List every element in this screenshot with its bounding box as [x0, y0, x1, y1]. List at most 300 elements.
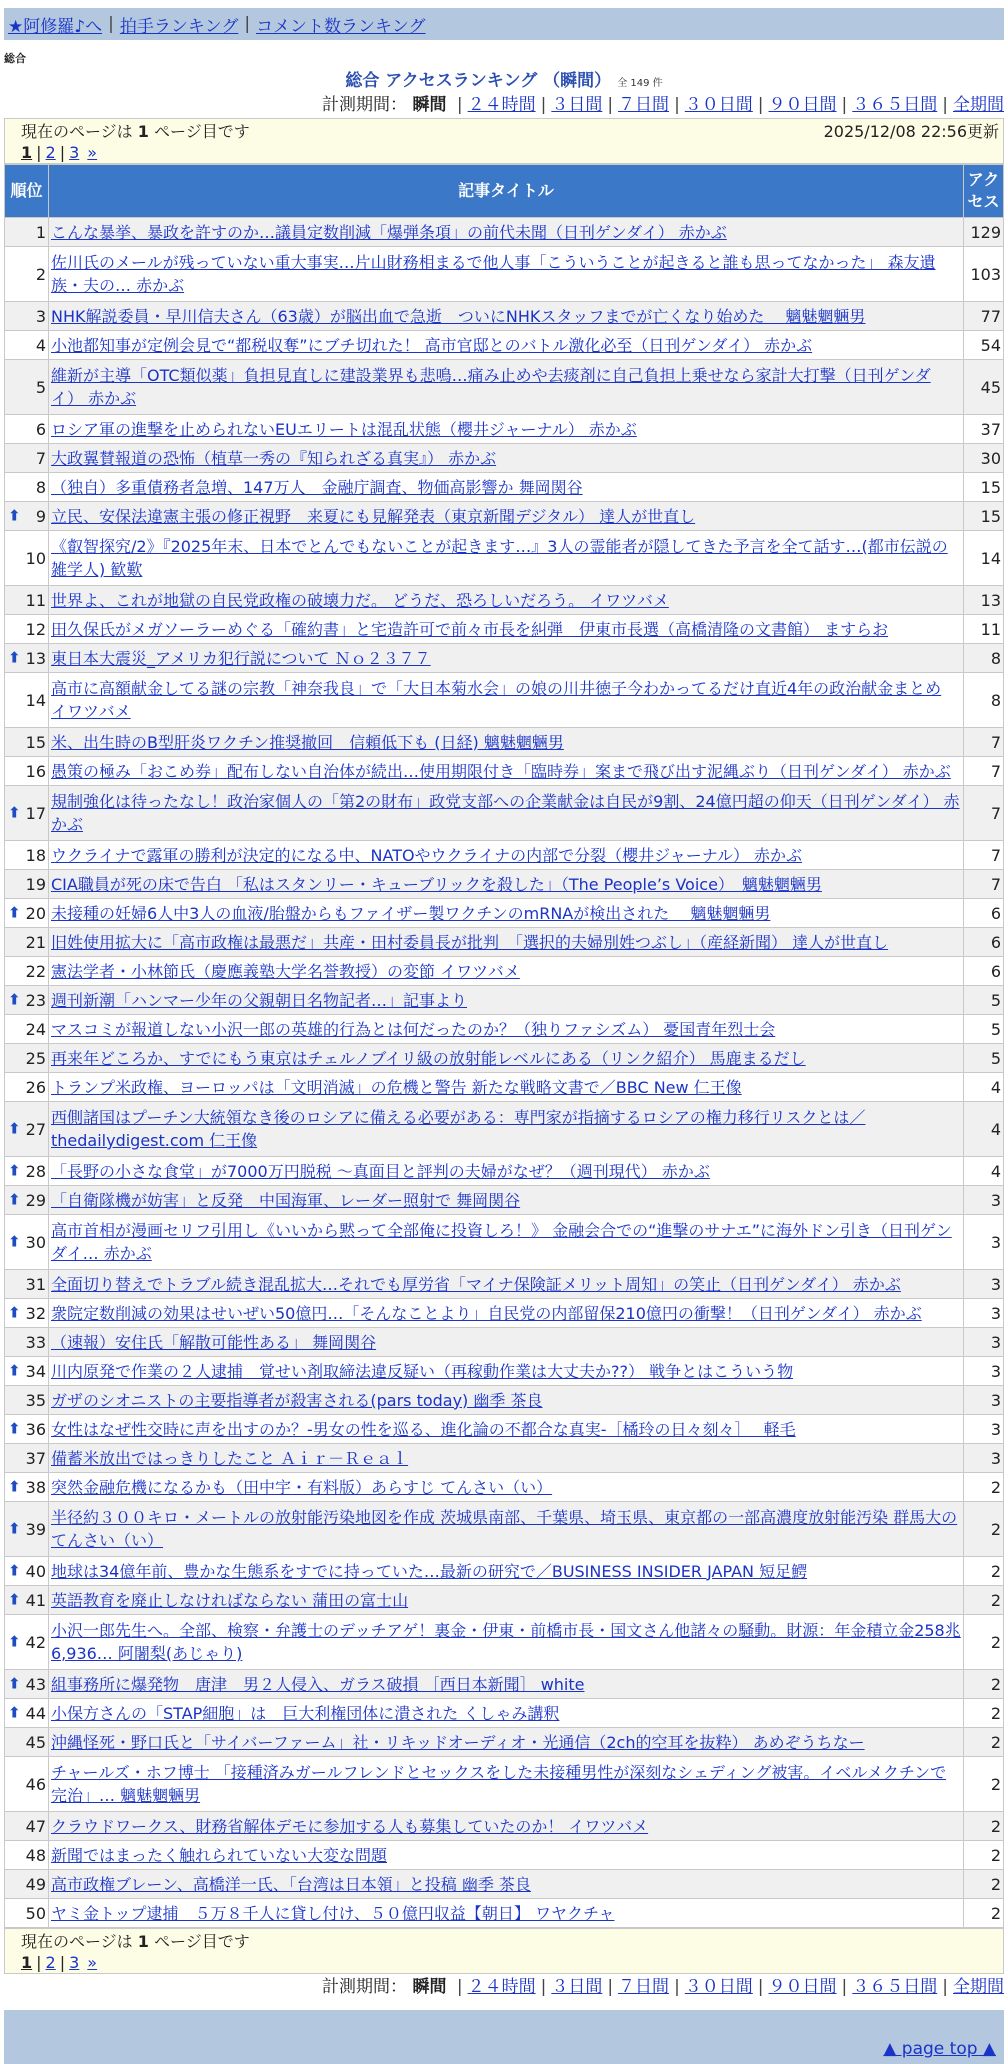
rank-cell	[5, 1157, 49, 1186]
table-row	[5, 444, 1004, 473]
table-row	[5, 986, 1004, 1015]
rank-number: 31	[25, 1274, 46, 1294]
article-link[interactable]: 週刊新潮「ハンマー少年の父親朝日名物記者…」記事より	[51, 990, 468, 1010]
rank-number: 32	[25, 1303, 46, 1323]
article-link[interactable]: 高市に高額献金してる謎の宗教「神奈我良」で「大日本菊水会」の娘の川井徳子今わかってるだけ直近4年の政治献金まとめ イワツバメ	[51, 679, 942, 721]
rank-cell	[5, 473, 49, 502]
page-top-bar	[4, 2034, 1004, 2064]
table-row	[5, 1044, 1004, 1073]
access-count: 2	[964, 1812, 1004, 1841]
article-link[interactable]: 愚策の極み「おこめ券」配布しない自治体が続出…使用期限付き「臨時券」案まで飛び出す泥縄ぶり（日刊ゲンダイ） 赤かぶ	[51, 761, 951, 781]
period-link[interactable]: ２４時間	[467, 1977, 536, 1997]
title-cell	[49, 1270, 964, 1299]
title-cell	[49, 1670, 964, 1699]
rank-number: 15	[25, 732, 46, 752]
title-cell	[49, 644, 964, 673]
table-row	[5, 1015, 1004, 1044]
table-row	[5, 218, 1004, 247]
table-row	[5, 1299, 1004, 1328]
access-count: 7	[964, 757, 1004, 786]
bottom-bar	[4, 2010, 1004, 2034]
pager-page-2[interactable]: 2	[45, 1953, 56, 1972]
access-count: 15	[964, 502, 1004, 531]
col-title-header: 記事タイトル	[49, 165, 964, 218]
pager-next[interactable]: »	[87, 143, 98, 162]
table-row	[5, 1557, 1004, 1586]
table-row	[5, 302, 1004, 331]
rank-number: 45	[25, 1732, 46, 1752]
rank-cell	[5, 644, 49, 673]
rank-up-icon: ⬆	[8, 1161, 21, 1180]
article-link[interactable]: 新聞ではまったく触れられていない大変な問題	[51, 1845, 388, 1865]
pager-page-3[interactable]: 3	[69, 1953, 80, 1972]
table-row	[5, 786, 1004, 841]
table-row	[5, 757, 1004, 786]
rank-cell	[5, 1670, 49, 1699]
title-cell	[49, 531, 964, 586]
table-row	[5, 502, 1004, 531]
access-count: 2	[964, 1757, 1004, 1812]
article-link[interactable]: 衆院定数削減の効果はせいぜい50億円…「そんなことより」自民党の内部留保210億円の衝撃！（日刊ゲンダイ） 赤かぶ	[51, 1303, 922, 1323]
title-cell	[49, 1557, 964, 1586]
ranking-table	[4, 164, 1004, 1928]
rank-number: 5	[35, 377, 46, 397]
table-row	[5, 1186, 1004, 1215]
rank-cell	[5, 1870, 49, 1899]
current-page-text: 現在のページは 1 ページ目です	[21, 122, 250, 141]
rank-number: 43	[25, 1674, 46, 1694]
access-count: 5	[964, 1015, 1004, 1044]
access-count: 2	[964, 1586, 1004, 1615]
rank-number: 28	[25, 1161, 46, 1181]
article-link[interactable]: 「自衛隊機が妨害」と反発 中国海軍、レーダー照射で 舞岡関谷	[51, 1190, 521, 1210]
rank-cell	[5, 673, 49, 728]
rank-number: 21	[25, 932, 46, 952]
table-row	[5, 1444, 1004, 1473]
rank-cell	[5, 1102, 49, 1157]
page-info-bottom	[4, 1928, 1004, 1974]
rank-up-icon: ⬆	[8, 903, 21, 922]
period-link[interactable]: ９０日間	[768, 1977, 837, 1997]
nav-separator: |	[108, 14, 114, 34]
rank-number: 20	[25, 903, 46, 923]
title-cell	[49, 360, 964, 415]
nav-separator: |	[244, 14, 251, 34]
rank-up-icon: ⬆	[8, 1361, 21, 1380]
section-label: 総合	[4, 52, 26, 65]
rank-cell	[5, 1044, 49, 1073]
rank-number: 6	[35, 419, 46, 439]
access-count: 13	[964, 586, 1004, 615]
title-cell	[49, 1502, 964, 1557]
access-count: 14	[964, 531, 1004, 586]
rank-number: 46	[25, 1774, 46, 1794]
rank-number: 49	[25, 1874, 46, 1894]
article-link[interactable]: 川内原発で作業の２人逮捕 覚せい剤取締法違反疑い（再稼動作業は大丈夫か??） 戦争とはこういう物	[51, 1361, 794, 1381]
title-cell	[49, 444, 964, 473]
title-cell	[49, 1812, 964, 1841]
article-link[interactable]: チャールズ・ホフ博士 「接種済みガールフレンドとセックスをした未接種男性が深刻なシェディング被害。イベルメクチンで完治」… 魑魅魍魎男	[51, 1763, 947, 1805]
title-cell	[49, 415, 964, 444]
table-row	[5, 1670, 1004, 1699]
rank-cell	[5, 1899, 49, 1928]
rank-cell	[5, 1757, 49, 1812]
rank-cell	[5, 1615, 49, 1670]
table-row	[5, 1812, 1004, 1841]
title-cell	[49, 841, 964, 870]
rank-up-icon: ⬆	[8, 1674, 21, 1693]
period-link[interactable]: ２４時間	[467, 95, 536, 115]
rank-number: 16	[25, 761, 46, 781]
rank-number: 27	[25, 1119, 46, 1139]
rank-cell	[5, 1073, 49, 1102]
table-row	[5, 1073, 1004, 1102]
table-row	[5, 870, 1004, 899]
title-cell	[49, 957, 964, 986]
rank-cell	[5, 1586, 49, 1615]
rank-number: 24	[25, 1019, 46, 1039]
rank-cell	[5, 1186, 49, 1215]
rank-number: 8	[35, 477, 46, 497]
access-count: 7	[964, 870, 1004, 899]
access-count: 3	[964, 1357, 1004, 1386]
rank-up-icon: ⬆	[8, 1561, 21, 1580]
title-cell	[49, 1015, 964, 1044]
title-cell	[49, 1728, 964, 1757]
title-cell	[49, 615, 964, 644]
clap-ranking-link[interactable]: 拍手ランキング	[119, 16, 239, 37]
access-count: 4	[964, 1157, 1004, 1186]
article-link[interactable]: 憲法学者・小林節氏（慶應義塾大学名誉教授）の変節 イワツバメ	[51, 961, 520, 981]
article-link[interactable]: 米、出生時のB型肝炎ワクチン推奨撤回 信頼低下も (日経) 魑魅魍魎男	[51, 732, 564, 752]
article-link[interactable]: 《叡智探究/2》『2025年末、日本でとんでもないことが起きます…』3人の霊能者が隠してきた予言を全て話す…(都市伝説の雑学人) 歓歎	[51, 537, 948, 579]
article-link[interactable]: 東日本大震災_アメリカ犯行説について Ｎｏ２３７７	[51, 648, 431, 668]
access-count: 30	[964, 444, 1004, 473]
article-link[interactable]: ヤミ金トップ逮捕 ５万８千人に貸し付け、５０億円収益【朝日】 ワヤクチャ	[51, 1903, 615, 1923]
access-count: 7	[964, 786, 1004, 841]
period-separator: |	[456, 95, 463, 115]
table-row	[5, 1757, 1004, 1812]
pager-next[interactable]: »	[87, 1953, 98, 1972]
article-link[interactable]: 組事務所に爆発物 唐津 男２人侵入、ガラス破損 ［西日本新聞］ white	[51, 1674, 585, 1694]
rank-up-icon: ⬆	[8, 1632, 21, 1651]
period-link[interactable]: ７日間	[618, 95, 670, 115]
article-link[interactable]: 女性はなぜ性交時に声を出すのか？-男女の性を巡る、進化論の不都合な真実-［橘玲の日々刻々］ 軽毛	[51, 1419, 796, 1439]
rank-up-icon: ⬆	[8, 648, 21, 667]
article-link[interactable]: ガザのシオニストの主要指導者が殺害される(pars today) 幽季 茶良	[51, 1390, 543, 1410]
access-count: 2	[964, 1870, 1004, 1899]
period-link[interactable]: ３０日間	[684, 1977, 753, 1997]
ranking-title	[4, 70, 1004, 92]
access-count: 5	[964, 986, 1004, 1015]
comment-ranking-link[interactable]: コメント数ランキング	[256, 16, 426, 37]
period-selector-top	[4, 92, 1004, 118]
article-link[interactable]: 備蓄米放出ではっきりしたこと Ａｉｒ－Ｒｅａｌ	[51, 1448, 409, 1468]
access-count: 2	[964, 1615, 1004, 1670]
rank-number: 38	[25, 1477, 46, 1497]
rank-number: 25	[25, 1048, 46, 1068]
title-cell	[49, 1357, 964, 1386]
article-link[interactable]: 大政翼賛報道の恐怖（植草一秀の『知られざる真実』） 赤かぶ	[51, 448, 497, 468]
title-cell	[49, 1899, 964, 1928]
rank-cell	[5, 1473, 49, 1502]
top-nav-bar	[4, 8, 1004, 40]
rank-number: 7	[35, 448, 46, 468]
access-count: 15	[964, 473, 1004, 502]
period-separator: |	[757, 95, 764, 115]
access-count: 3	[964, 1299, 1004, 1328]
rank-cell	[5, 1812, 49, 1841]
rank-cell	[5, 586, 49, 615]
access-count: 2	[964, 1557, 1004, 1586]
rank-cell	[5, 899, 49, 928]
article-link[interactable]: 英語教育を廃止しなければならない 蒲田の富士山	[51, 1590, 409, 1610]
rank-number: 1	[35, 222, 46, 242]
article-link[interactable]: 佐川氏のメールが残っていない重大事実…片山財務相まるで他人事「こういうことが起きると誰も思ってなかった」 森友遺族・夫の… 赤かぶ	[51, 253, 936, 295]
period-separator: |	[607, 95, 614, 115]
page	[4, 8, 1004, 2064]
article-link[interactable]: こんな暴挙、暴政を許すのか…議員定数削減「爆弾条項」の前代未聞（日刊ゲンダイ） 赤かぶ	[51, 222, 727, 242]
rank-cell	[5, 728, 49, 757]
access-count: 6	[964, 899, 1004, 928]
rank-cell	[5, 247, 49, 302]
title-cell	[49, 1186, 964, 1215]
pager-page-2[interactable]: 2	[45, 143, 56, 162]
article-link[interactable]: 突然金融危機になるかも（田中宇・有料版）あらすじ てんさい（い）	[51, 1477, 553, 1497]
rank-number: 26	[25, 1077, 46, 1097]
article-link[interactable]: 西側諸国はプーチン大統領なき後のロシアに備える必要がある：専門家が指摘するロシアの権力移行リスクとは／thedailydigest.com 仁王像	[51, 1108, 866, 1150]
access-count: 3	[964, 1186, 1004, 1215]
article-link[interactable]: 小保方さんの「STAP細胞」は 巨大利権団体に潰された くしゃみ講釈	[51, 1703, 560, 1723]
article-link[interactable]: 地球は34億年前、豊かな生態系をすでに持っていた…最新の研究で／BUSINESS INSIDER JAPAN 短足鰐	[51, 1561, 808, 1581]
article-link[interactable]: クラウドワークス、財務省解体デモに参加する人も募集していたのか！ イワツバメ	[51, 1816, 649, 1836]
table-row	[5, 531, 1004, 586]
title-cell	[49, 1870, 964, 1899]
article-link[interactable]: 高市首相が漫画セリフ引用し《いいから黙って全部俺に投資しろ！》 金融会合での“進撃のサナエ”に海外ドン引き（日刊ゲンダイ… 赤かぶ	[51, 1221, 952, 1263]
table-row	[5, 331, 1004, 360]
article-link[interactable]: マスコミが報道しない小沢一郎の英雄的行為とは何だったのか？（独りファシズム） 憂国青年烈士会	[51, 1019, 776, 1039]
article-link[interactable]: トランプ米政権、ヨーロッパは「文明消滅」の危機と警告 新たな戦略文書で／BBC New 仁王像	[51, 1077, 742, 1097]
rank-up-icon: ⬆	[8, 1703, 21, 1722]
period-link[interactable]: ３０日間	[684, 95, 753, 115]
table-row	[5, 841, 1004, 870]
home-link[interactable]: ★阿修羅♪へ	[8, 16, 103, 37]
rank-number: 18	[25, 845, 46, 865]
col-rank-header: 順位	[5, 165, 49, 218]
access-count: 6	[964, 928, 1004, 957]
period-label: 計測期間：	[322, 95, 408, 115]
rank-cell	[5, 870, 49, 899]
period-separator: |	[674, 1977, 680, 1997]
period-separator: |	[942, 1977, 948, 1997]
rank-number: 36	[25, 1419, 46, 1439]
rank-number: 44	[25, 1703, 46, 1723]
article-link[interactable]: （独自）多重債務者急増、147万人 金融庁調査、物価高影響か 舞岡関谷	[51, 477, 583, 497]
rank-cell	[5, 986, 49, 1015]
access-count: 3	[964, 1270, 1004, 1299]
article-link[interactable]: 全面切り替えでトラブル続き混乱拡大…それでも厚労省「マイナ保険証メリット周知」の笑止（日刊ゲンダイ） 赤かぶ	[51, 1274, 901, 1294]
title-cell	[49, 870, 964, 899]
current-page-text: 現在のページは 1 ページ目です	[21, 1932, 250, 1951]
access-count: 3	[964, 1444, 1004, 1473]
rank-cell	[5, 615, 49, 644]
access-count: 2	[964, 1502, 1004, 1557]
rank-number: 48	[25, 1845, 46, 1865]
table-row	[5, 1473, 1004, 1502]
table-row	[5, 728, 1004, 757]
rank-number: 41	[25, 1590, 46, 1610]
rank-number: 4	[35, 335, 46, 355]
article-link[interactable]: 維新が主導「OTC類似薬」負担見直しに建設業界も悲鳴…痛み止めや去痰剤に自己負担上乗せなら家計大打撃（日刊ゲンダイ） 赤かぶ	[51, 366, 931, 408]
table-row	[5, 1270, 1004, 1299]
rank-cell	[5, 786, 49, 841]
rank-up-icon: ⬆	[8, 1119, 21, 1138]
rank-cell	[5, 360, 49, 415]
rank-number: 37	[25, 1448, 46, 1468]
title-cell	[49, 473, 964, 502]
rank-cell	[5, 1215, 49, 1270]
article-link[interactable]: （速報）安住氏「解散可能性ある」 舞岡関谷	[51, 1332, 377, 1352]
table-row	[5, 1699, 1004, 1728]
article-link[interactable]: 旧姓使用拡大に「高市政権は最悪だ」共産・田村委員長が批判 「選択的夫婦別姓つぶし」（産経新聞） 達人が世直し	[51, 932, 889, 952]
table-row	[5, 957, 1004, 986]
access-count: 2	[964, 1699, 1004, 1728]
rank-number: 42	[25, 1632, 46, 1652]
title-cell	[49, 673, 964, 728]
rank-cell	[5, 502, 49, 531]
article-link[interactable]: ロシア軍の進撃を止められないEUエリートは混乱状態（櫻井ジャーナル） 赤かぶ	[51, 419, 637, 439]
table-row	[5, 360, 1004, 415]
title-cell	[49, 1386, 964, 1415]
rank-cell	[5, 1444, 49, 1473]
title-cell	[49, 1157, 964, 1186]
access-count: 3	[964, 1415, 1004, 1444]
rank-cell	[5, 1502, 49, 1557]
pager-current: 1	[21, 1953, 33, 1972]
period-link[interactable]: 全期間	[953, 95, 1004, 115]
period-link[interactable]: ３６５日間	[852, 95, 938, 115]
table-row	[5, 673, 1004, 728]
rank-up-icon: ⬆	[8, 1477, 21, 1496]
title-cell	[49, 757, 964, 786]
article-link[interactable]: 小沢一郎先生へ。全部、検察・弁護士のデッチアゲ！裏金・伊東・前橋市長・国文さん他諸々の騒動。財源：年金積立金258兆6,936… 阿闍梨(あじゃり)	[51, 1621, 961, 1663]
title-cell	[49, 1699, 964, 1728]
rank-number: 14	[25, 690, 46, 710]
title-cell	[49, 502, 964, 531]
article-link[interactable]: CIA職員が死の床で告白 「私はスタンリー・キューブリックを殺した」（The People’s Voice） 魑魅魍魎男	[51, 874, 822, 894]
period-separator: |	[841, 1977, 848, 1997]
table-row	[5, 899, 1004, 928]
access-count: 5	[964, 1044, 1004, 1073]
period-separator: |	[757, 1977, 764, 1997]
article-link[interactable]: 半径約３００キロ・メートルの放射能汚染地図を作成 茨城県南部、千葉県、埼玉県、東京都の一部高濃度放射能汚染 群馬大の てんさい（い）	[51, 1508, 958, 1550]
period-separator: |	[540, 1977, 547, 1997]
period-label: 計測期間：	[322, 1977, 408, 1997]
access-count: 11	[964, 615, 1004, 644]
article-link[interactable]: ウクライナで露軍の勝利が決定的になる中、NATOやウクライナの内部で分裂（櫻井ジャーナル） 赤かぶ	[51, 845, 803, 865]
article-link[interactable]: 規制強化は待ったなし！政治家個人の「第2の財布」政党支部への企業献金は自民が9割、24億円超の仰天（日刊ゲンダイ） 赤かぶ	[51, 792, 960, 834]
title-cell	[49, 302, 964, 331]
article-link[interactable]: 未接種の妊婦6人中3人の血液/胎盤からもファイザー製ワクチンのmRNAが検出された 魑魅魍魎男	[51, 903, 771, 923]
rank-up-icon: ⬆	[8, 1303, 21, 1322]
table-row	[5, 1586, 1004, 1615]
total-count: 全 149 件	[617, 78, 663, 89]
rank-up-icon: ⬆	[8, 1519, 21, 1538]
access-count: 7	[964, 841, 1004, 870]
table-row	[5, 1415, 1004, 1444]
rank-up-icon: ⬆	[8, 506, 21, 525]
article-link[interactable]: 小池都知事が定例会見で“都税収奪”にブチ切れた！ 高市官邸とのバトル激化必至（日刊ゲンダイ） 赤かぶ	[51, 335, 813, 355]
period-link[interactable]: ７日間	[618, 1977, 670, 1997]
updated-time: 2025/12/08 22:56更新	[823, 122, 999, 141]
rank-number: 9	[35, 506, 46, 526]
rank-number: 3	[35, 306, 46, 326]
title-cell	[49, 1586, 964, 1615]
rank-cell	[5, 928, 49, 957]
rank-cell	[5, 1557, 49, 1586]
article-link[interactable]: NHK解説委員・早川信夫さん（63歳）が脳出血で急逝 ついにNHKスタッフまでが亡くなり始めた 魑魅魍魎男	[51, 306, 866, 326]
article-link[interactable]: 再来年どころか、すでにもう東京はチェルノブイリ級の放射能レベルにある（リンク紹介） 馬鹿まるだし	[51, 1048, 806, 1068]
table-row	[5, 1157, 1004, 1186]
table-row	[5, 1728, 1004, 1757]
title-cell	[49, 1757, 964, 1812]
rank-cell	[5, 1728, 49, 1757]
period-separator: |	[456, 1977, 463, 1997]
title-cell	[49, 986, 964, 1015]
rank-number: 40	[25, 1561, 46, 1581]
rank-number: 35	[25, 1390, 46, 1410]
access-count: 8	[964, 673, 1004, 728]
rank-number: 19	[25, 874, 46, 894]
rank-number: 47	[25, 1816, 46, 1836]
period-link[interactable]: ３６５日間	[852, 1977, 938, 1997]
rank-number: 29	[25, 1190, 46, 1210]
period-link[interactable]: 全期間	[953, 1977, 1004, 1997]
table-row	[5, 615, 1004, 644]
rank-up-icon: ⬆	[8, 1190, 21, 1209]
title-cell	[49, 331, 964, 360]
rank-cell	[5, 444, 49, 473]
rank-cell	[5, 1299, 49, 1328]
title-cell	[49, 1328, 964, 1357]
title-cell	[49, 247, 964, 302]
title-cell	[49, 928, 964, 957]
access-count: 2	[964, 1670, 1004, 1699]
access-count: 3	[964, 1328, 1004, 1357]
pager-page-3[interactable]: 3	[69, 143, 80, 162]
title-cell	[49, 1841, 964, 1870]
article-link[interactable]: 高市政権ブレーン、高橋洋一氏、「台湾は日本領」と投稿 幽季 茶良	[51, 1874, 531, 1894]
article-link[interactable]: 立民、安保法違憲主張の修正視野 来夏にも見解発表（東京新聞デジタル） 達人が世直し	[51, 506, 696, 526]
rank-cell	[5, 1699, 49, 1728]
rank-number: 39	[25, 1519, 46, 1539]
title-cell	[49, 1102, 964, 1157]
rank-number: 2	[35, 264, 46, 284]
table-row	[5, 1102, 1004, 1157]
period-link[interactable]: ３日間	[551, 95, 603, 115]
article-link[interactable]: 「長野の小さな食堂」が7000万円脱税 〜真面目と評判の夫婦がなぜ？（週刊現代） 赤かぶ	[51, 1161, 710, 1181]
article-link[interactable]: 沖縄怪死・野口氏と「サイバーファーム」社・リキッドオーディオ・光通信（2ch的空耳を抜粋） あめぞうちなー	[51, 1732, 865, 1752]
page-top-link[interactable]: ▲ page top ▲	[883, 2039, 996, 2059]
period-separator: |	[841, 95, 848, 115]
table-row	[5, 1615, 1004, 1670]
period-link[interactable]: ９０日間	[768, 95, 837, 115]
rank-cell	[5, 302, 49, 331]
title-cell	[49, 1044, 964, 1073]
article-link[interactable]: 世界よ、これが地獄の自民党政権の破壊力だ。 どうだ、恐ろしいだろう。 イワツバメ	[51, 590, 669, 610]
article-link[interactable]: 田久保氏がメガソーラーめぐる「確約書」と宅造許可で前々市長を糾弾 伊東市長選（高橋清隆の文書館） ますらお	[51, 619, 889, 639]
period-link[interactable]: ３日間	[551, 1977, 603, 1997]
